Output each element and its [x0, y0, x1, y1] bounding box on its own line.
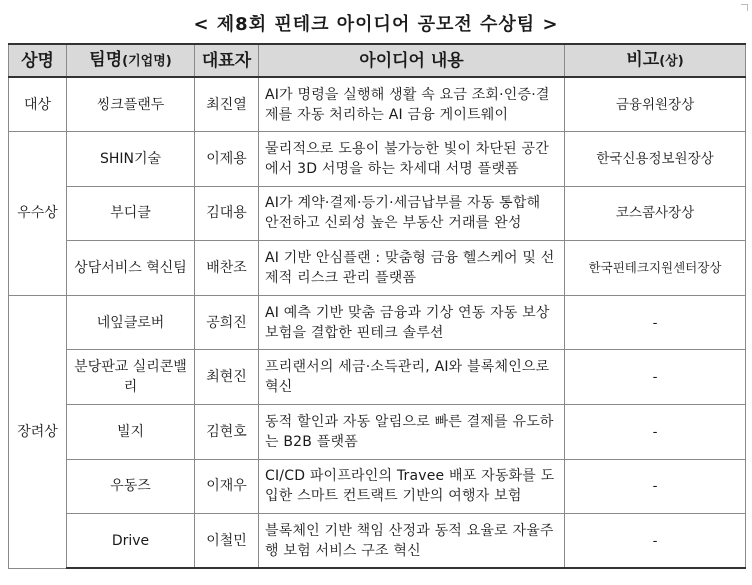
header-row — [9, 44, 746, 77]
header-award: 상명 — [9, 44, 67, 77]
rep-cell: 배찬조 — [195, 241, 259, 296]
table-row — [9, 514, 746, 569]
table-row — [9, 77, 746, 132]
rep-cell: 이재우 — [195, 459, 259, 514]
header-idea: 아이디어 내용 — [259, 44, 565, 77]
idea-cell: AI가 계약·결제·등기·세금납부를 자동 통합해 안전하고 신뢰성 높은 부동산 거래를 완성 — [259, 186, 565, 241]
table-row — [9, 350, 746, 405]
team-cell: 분당판교 실리콘밸리 — [67, 350, 195, 405]
header-team-main: 팀명 — [89, 49, 123, 70]
award-cell: 장려상 — [9, 295, 67, 568]
table-row — [9, 132, 746, 187]
idea-cell: AI 기반 안심플랜 : 맞춤형 금융 헬스케어 및 선제적 리스크 관리 플랫폼 — [259, 241, 565, 296]
note-cell: 코스콤사장상 — [565, 186, 746, 241]
idea-cell: CI/CD 파이프라인의 Travee 배포 자동화를 도입한 스마트 컨트랙트 기반의 여행자 보험 — [259, 459, 565, 514]
note-cell: 금융위원장상 — [565, 77, 746, 132]
idea-cell: 물리적으로 도용이 불가능한 빛이 차단된 공간에서 3D 서명을 하는 차세대 서명 플랫폼 — [259, 132, 565, 187]
idea-cell: 프리랜서의 세금·소득관리, AI와 블록체인으로 혁신 — [259, 350, 565, 405]
table-row — [9, 405, 746, 460]
idea-cell: 동적 할인과 자동 알림으로 빠른 결제를 유도하는 B2B 플랫폼 — [259, 405, 565, 460]
header-team — [67, 44, 195, 77]
header-representative: 대표자 — [195, 44, 259, 77]
header-note-main: 비고 — [626, 49, 660, 70]
table-row — [9, 241, 746, 296]
team-cell: 씽크플랜두 — [67, 77, 195, 132]
note-cell: 한국핀테크지원센터장상 — [565, 241, 746, 296]
note-cell: - — [565, 459, 746, 514]
team-cell: 빌지 — [67, 405, 195, 460]
award-cell: 우수상 — [9, 132, 67, 296]
note-cell: 한국신용정보원장상 — [565, 132, 746, 187]
note-cell: - — [565, 405, 746, 460]
header-note — [565, 44, 746, 77]
table-row — [9, 459, 746, 514]
rep-cell: 이철민 — [195, 514, 259, 569]
award-cell: 대상 — [9, 77, 67, 132]
rep-cell: 공희진 — [195, 295, 259, 350]
note-cell: - — [565, 350, 746, 405]
team-cell: Drive — [67, 514, 195, 569]
awards-table — [8, 43, 746, 569]
rep-cell: 최현진 — [195, 350, 259, 405]
page-title: < 제8회 핀테크 아이디어 공모전 수상팀 > — [193, 14, 559, 35]
note-cell: - — [565, 514, 746, 569]
idea-cell: 블록체인 기반 책임 산정과 동적 요율로 자율주행 보험 서비스 구조 혁신 — [259, 514, 565, 569]
table-row — [9, 295, 746, 350]
table-row — [9, 186, 746, 241]
rep-cell: 최진열 — [195, 77, 259, 132]
header-team-sub: (기업명) — [122, 53, 172, 69]
team-cell: 부디클 — [67, 186, 195, 241]
team-cell: SHIN기술 — [67, 132, 195, 187]
rep-cell: 김대용 — [195, 186, 259, 241]
rep-cell: 이제용 — [195, 132, 259, 187]
header-note-sub: (상) — [659, 53, 684, 69]
team-cell: 상담서비스 혁신팀 — [67, 241, 195, 296]
idea-cell: AI가 명령을 실행해 생활 속 요금 조회·인증·결제를 자동 처리하는 AI 금융 게이트웨이 — [259, 77, 565, 132]
team-cell: 네잎클로버 — [67, 295, 195, 350]
rep-cell: 김현호 — [195, 405, 259, 460]
note-cell: - — [565, 295, 746, 350]
team-cell: 우동즈 — [67, 459, 195, 514]
idea-cell: AI 예측 기반 맞춤 금융과 기상 연동 자동 보상 보험을 결합한 핀테크 솔루션 — [259, 295, 565, 350]
